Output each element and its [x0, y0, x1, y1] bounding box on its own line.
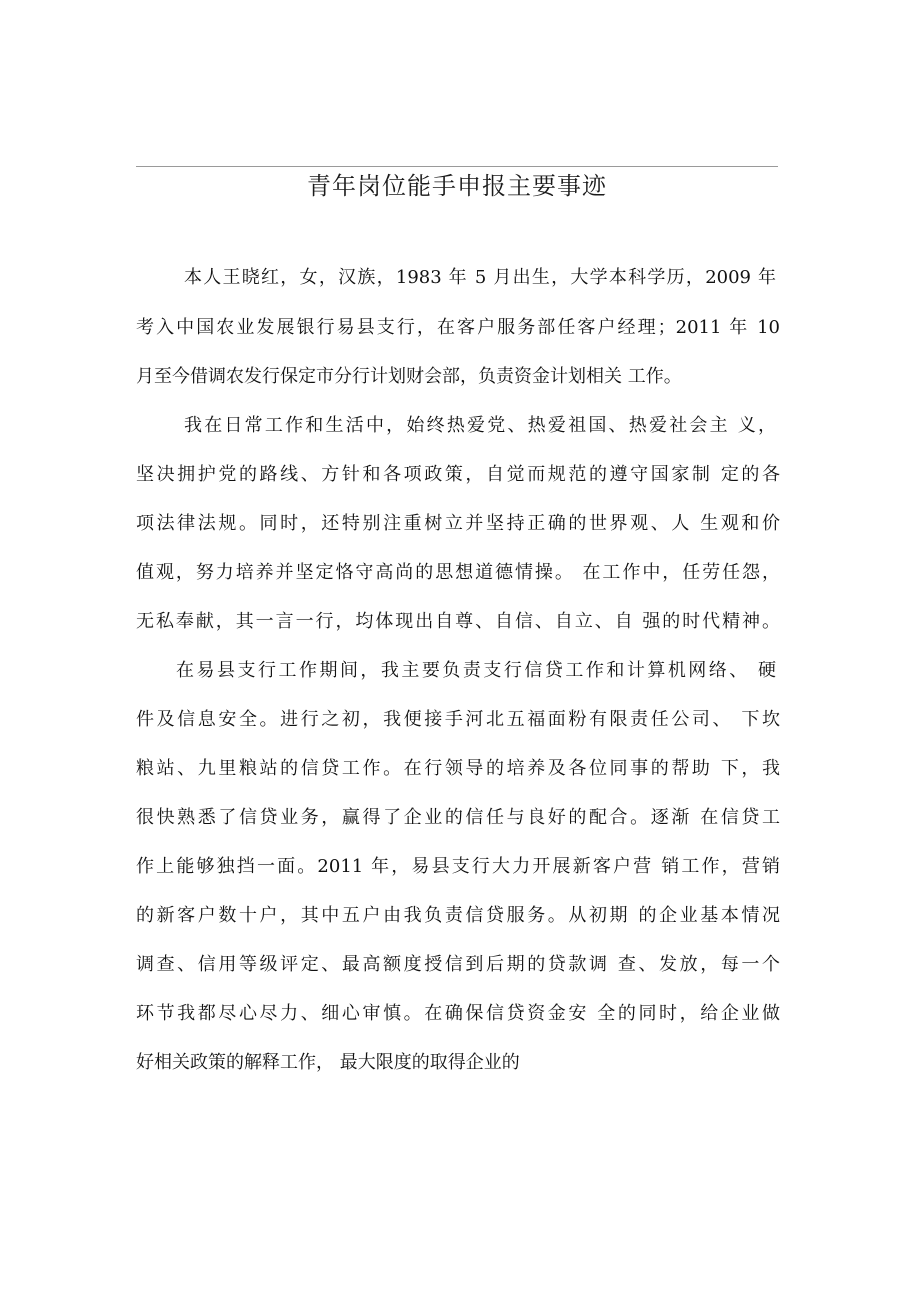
paragraph-line: 调查、信用等级评定、最高额度授信到后期的贷款调 查、发放，每一个 — [136, 954, 780, 975]
paragraph-line: 作上能够独挡一面。2011 年，易县支行大力开展新客户营 销工作，营销 — [136, 856, 780, 877]
paragraph-line: 无私奉献，其一言一行，均体现出自尊、自信、自立、自 强的时代精神。 — [136, 611, 780, 632]
paragraph-line: 值观，努力培养并坚定恪守高尚的思想道德情操。 在工作中，任劳任怨， — [136, 562, 780, 583]
paragraph-line: 我在日常工作和生活中，始终热爱党、热爱祖国、热爱社会主 义， — [184, 415, 776, 436]
page-title: 青年岗位能手申报主要事迹 — [307, 172, 607, 200]
paragraph-line: 的新客户数十户，其中五户由我负责信贷服务。从初期 的企业基本情况 — [136, 905, 780, 926]
paragraph-line: 好相关政策的解释工作， 最大限度的取得企业的 — [136, 1052, 520, 1073]
paragraph-line: 很快熟悉了信贷业务，赢得了企业的信任与良好的配合。逐渐 在信贷工 — [136, 807, 780, 828]
paragraph-line: 坚决拥护党的路线、方针和各项政策，自觉而规范的遵守国家制 定的各 — [136, 464, 780, 485]
paragraph-line: 考入中国农业发展银行易县支行，在客户服务部任客户经理；2011 年 10 — [136, 317, 780, 338]
header-rule — [136, 166, 778, 167]
paragraph-line: 件及信息安全。进行之初，我便接手河北五福面粉有限责任公司、 下坎 — [136, 709, 780, 730]
paragraph-line: 项法律法规。同时，还特别注重树立并坚持正确的世界观、人 生观和价 — [136, 513, 780, 534]
paragraph-line: 粮站、九里粮站的信贷工作。在行领导的培养及各位同事的帮助 下，我 — [136, 758, 780, 779]
paragraph-line: 本人王晓红，女，汉族，1983 年 5 月出生，大学本科学历，2009 年 — [184, 267, 776, 288]
paragraph-line: 在易县支行工作期间，我主要负责支行信贷工作和计算机网络、 硬 — [176, 660, 776, 681]
paragraph-line: 月至今借调农发行保定市分行计划财会部，负责资金计划相关 工作。 — [136, 366, 682, 387]
paragraph-line: 环节我都尽心尽力、细心审慎。在确保信贷资金安 全的同时，给企业做 — [136, 1003, 780, 1024]
